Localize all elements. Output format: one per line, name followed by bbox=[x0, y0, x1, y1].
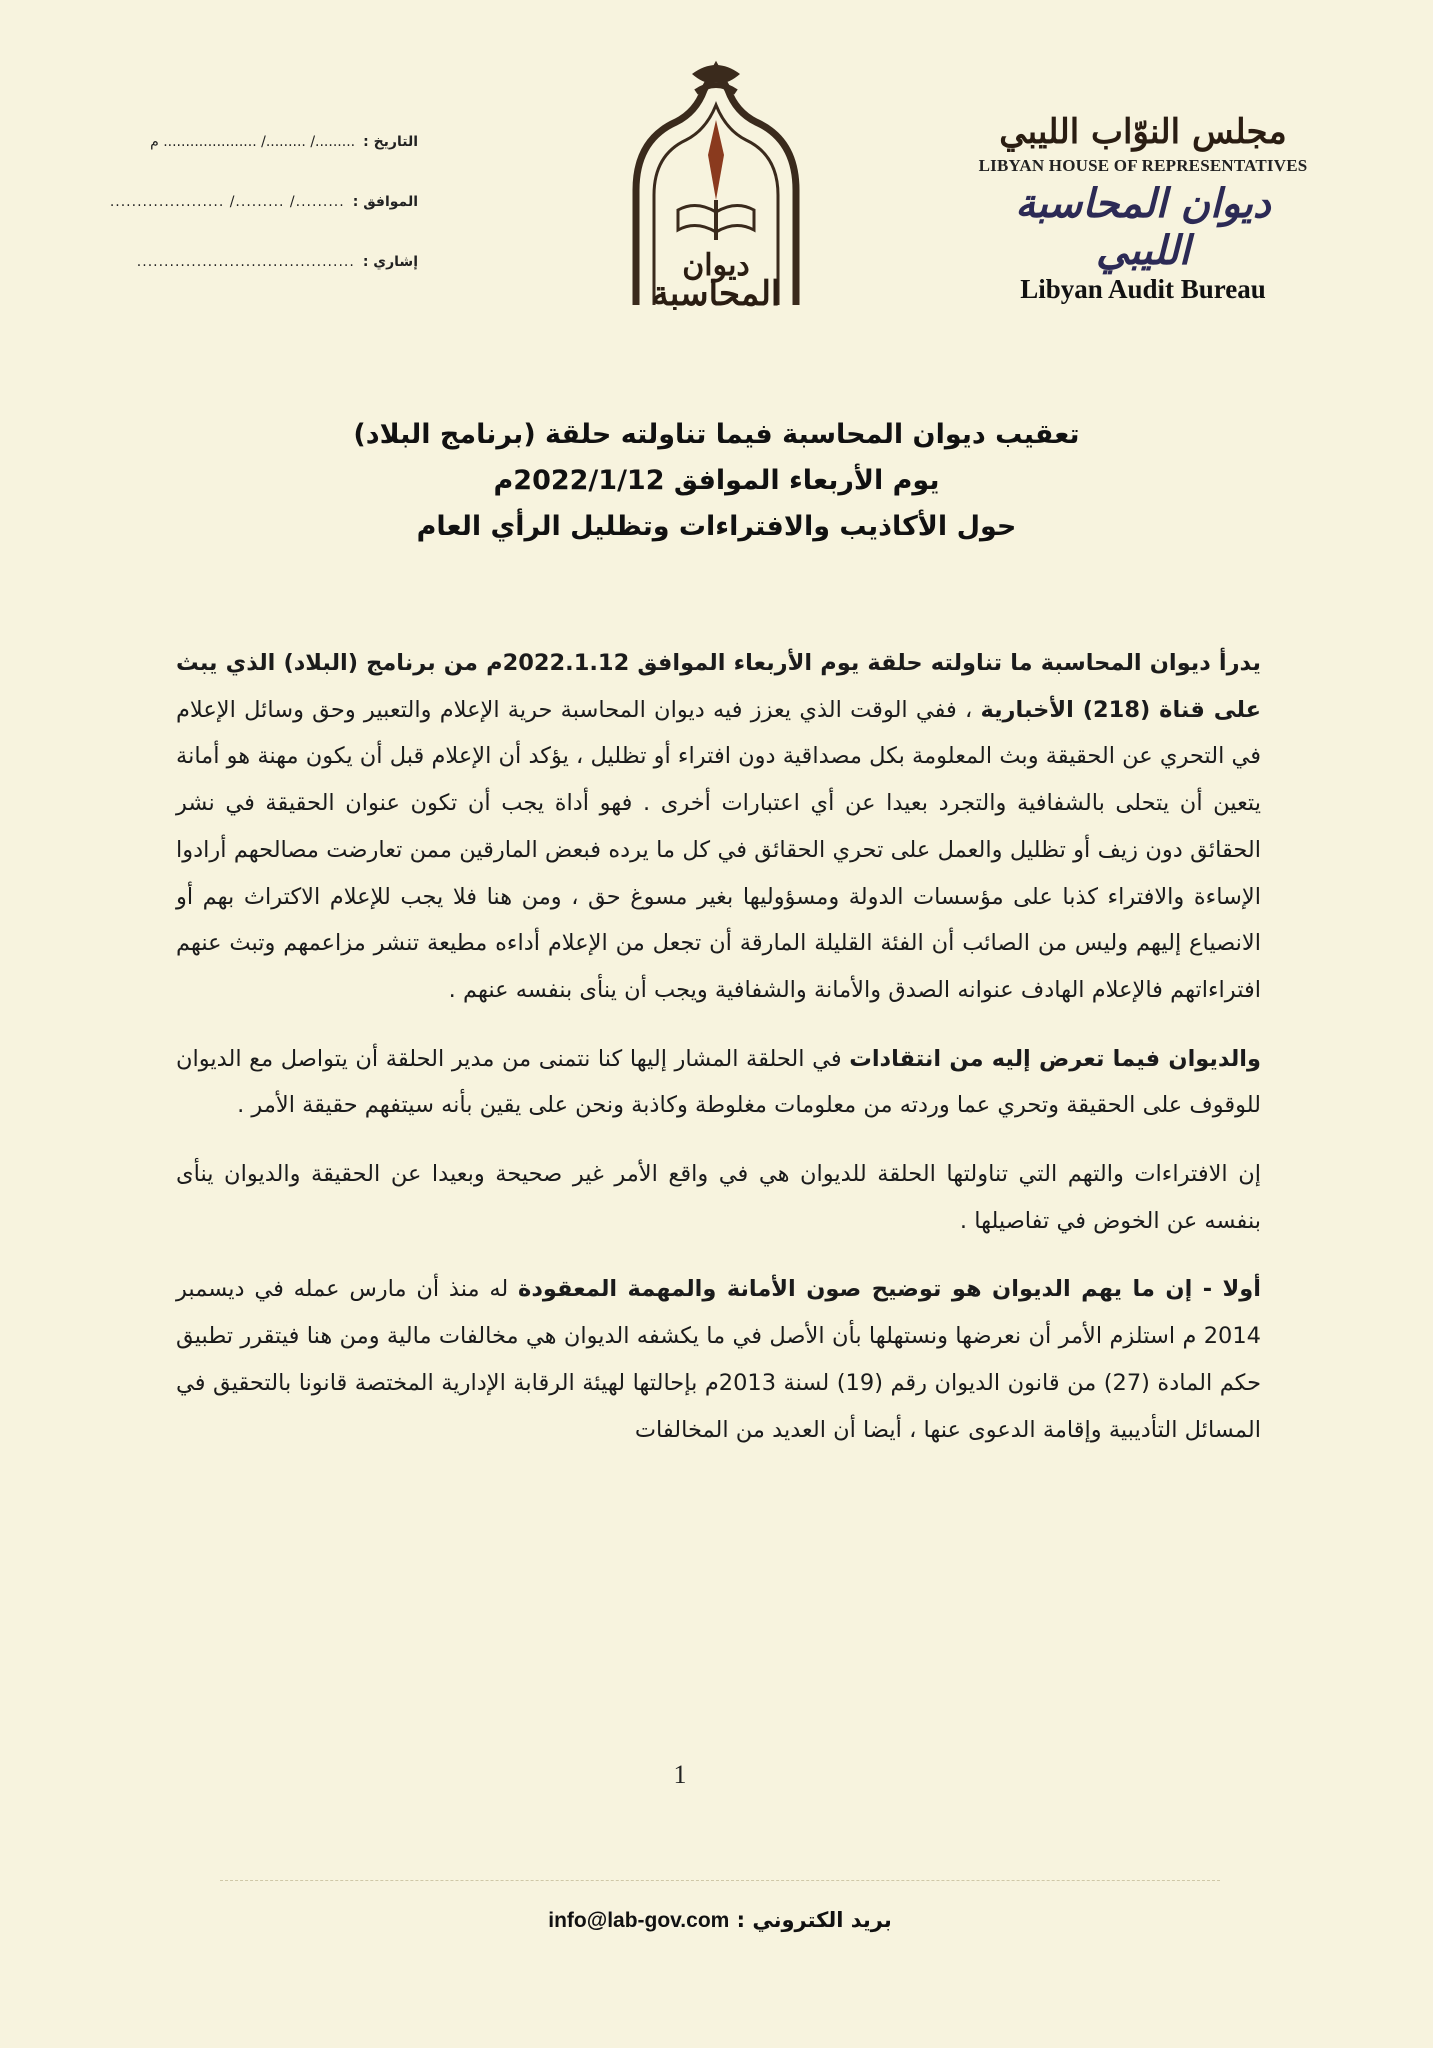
paragraph-2-lead: والديوان فيما تعرض إليه من انتقادات bbox=[849, 1045, 1262, 1072]
paragraph-1-text: ، ففي الوقت الذي يعزز فيه ديوان المحاسبة حرية الإعلام والتعبير وحق وسائل الإعلام في التحري عن الحقيقة وبث المعلومة بكل مصداقية دون افتراء أو تظليل ، يؤكد أن الإعلام قبل أن يكون مهنة هو أمانة يتعين أن يتحلى بالشفافية والتجرد بعيدا عن أي اعتبارات أخرى . فهو أداة يجب أن تكون عنوان الحقيقة في نشر الحقائق دون زيف أو تظليل والعمل على تحري الحقائق في كل ما يرده فبعض المارقين ممن تعارضت مصالحهم أرادوا الإساءة والافتراء كذبا على مؤسسات الدولة ومسؤوليها بغير مسوغ حق ، ومن هنا فلا يجب للإعلام الاكتراث بهم أو الانصياع إليهم وليس من الصائب أن الفئة القليلة المارقة أن تجعل من الإعلام أداءه مطيعة تنشر مزاعمهم وتبث عنهم افتراءاتهم فالإعلام الهادف عنوانه الصدق والأمانة والشفافية ويجب أن ينأى بنفسه عنهم . bbox=[176, 696, 1261, 1003]
svg-text:ديوان: ديوان bbox=[682, 248, 750, 283]
paragraph-2-text: في الحلقة المشار إليها كنا نتمنى من مدير الحلقة أن يتواصل مع الديوان للوقوف على الحقيقة وتحري عما وردته من معلومات مغلوطة وكاذبة ونحن على يقين بأنه سيتفهم حقيقة الأمر . bbox=[176, 1045, 1261, 1119]
paragraph-3: إن الافتراءات والتهم التي تناولتها الحلقة للديوان هي في واقع الأمر غير صحيحة وبعيدا عن الحقيقة والديوان ينأى بنفسه عن الخوض في تفاصيلها . bbox=[176, 1161, 1261, 1234]
reference-label: إشاري : bbox=[362, 254, 418, 270]
paragraph-4-text: له منذ أن مارس عمله في ديسمبر 2014 م استلزم الأمر أن نعرضها ونستهلها بأن الأصل في ما يكشفه الديوان هي مخالفات مالية ومن هنا فيتقرر تطبيق حكم المادة (27) من قانون الديوان رقم (19) لسنة 2013م بإحالتها لهيئة الرقابة الإدارية المختصة قانونا بالتحقيق في المسائل التأديبية وإقامة الدعوى عنها ، أيضا أن العديد من المخالفات bbox=[176, 1276, 1261, 1443]
paragraph-1-lead: يدرأ ديوان المحاسبة ما تناولته حلقة يوم الأربعاء الموافق 2022.1.12م من برنامج (البلاد) الذي يبث على قناة (218) الأخبارية bbox=[176, 650, 1262, 723]
footer bbox=[500, 1908, 940, 1933]
date-value: ........./ ........./ ..................... م bbox=[150, 134, 356, 150]
title-line-1: تعقيب ديوان المحاسبة فيما تناولته حلقة (برنامج البلاد) bbox=[353, 419, 1080, 450]
title-line-3: حول الأكاذيب والافتراءات وتظليل الرأي العام bbox=[416, 511, 1017, 542]
paragraph-4-lead: أولا - إن ما يهم الديوان هو توضيح صون الأمانة والمهمة المعقودة bbox=[518, 1276, 1261, 1303]
paragraph-2 bbox=[176, 1036, 1261, 1129]
council-name-arabic: مجلس النوّاب الليبي bbox=[999, 112, 1287, 152]
corresponding-row bbox=[109, 172, 418, 232]
reference-fields bbox=[109, 112, 418, 292]
reference-row bbox=[128, 232, 418, 292]
corresponding-label: الموافق : bbox=[352, 194, 418, 210]
audit-bureau-logo-icon bbox=[596, 60, 836, 310]
svg-text:المحاسبة: المحاسبة bbox=[651, 274, 781, 310]
date-label: التاريخ : bbox=[363, 134, 418, 150]
title-line-2: يوم الأربعاء الموافق 2022/1/12م bbox=[493, 465, 940, 496]
email-address: info@lab-gov.com bbox=[548, 1909, 730, 1932]
bureau-name-arabic: ديوان المحاسبة الليبي bbox=[1015, 180, 1271, 274]
corresponding-value: ........./ ........./ ..................... bbox=[109, 194, 345, 210]
page-number: 1 bbox=[673, 1760, 687, 1789]
council-name-english: LIBYAN HOUSE OF REPRESENTATIVES bbox=[978, 156, 1308, 175]
date-row bbox=[128, 112, 418, 172]
bureau-name-english: Libyan Audit Bureau bbox=[1020, 274, 1266, 304]
letterhead bbox=[973, 112, 1313, 305]
document-body bbox=[176, 640, 1261, 1475]
email-label: بريد الكتروني : bbox=[736, 1908, 892, 1932]
reference-value: ........................................ bbox=[136, 254, 355, 270]
paragraph-4 bbox=[176, 1266, 1261, 1453]
footer-divider bbox=[220, 1880, 1220, 1881]
document-title bbox=[150, 412, 1283, 550]
paragraph-1 bbox=[176, 640, 1261, 1014]
